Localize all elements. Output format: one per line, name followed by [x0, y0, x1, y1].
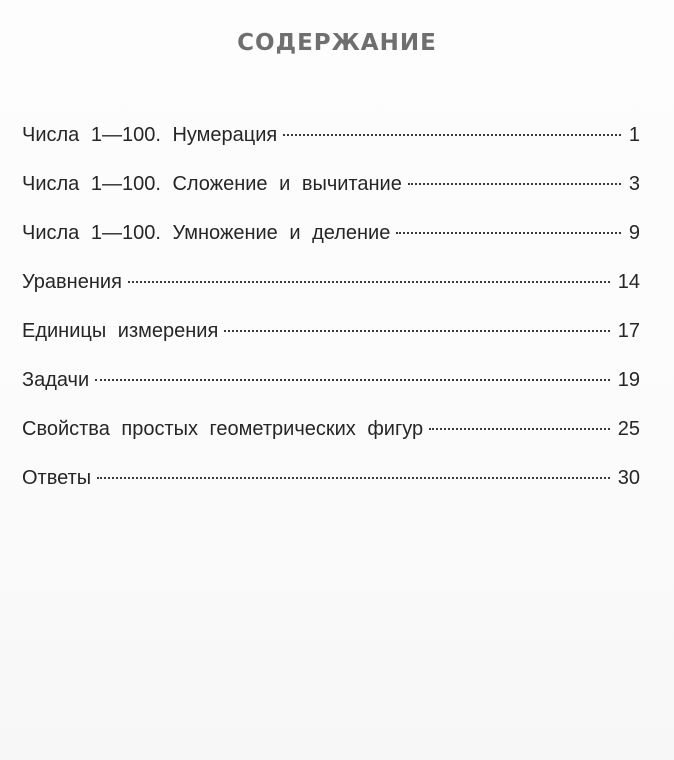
page-title: СОДЕРЖАНИЕ — [237, 30, 437, 56]
dot-leader — [95, 379, 610, 381]
toc-entry — [22, 461, 640, 510]
toc-entry-label: Числа 1—100. Умножение и деление — [22, 222, 391, 244]
toc-entry — [22, 412, 640, 461]
toc-entry-label: Уравнения — [22, 271, 122, 293]
toc-entry-page: 3 — [628, 173, 640, 195]
table-of-contents — [22, 118, 640, 510]
toc-entry-page: 17 — [617, 320, 640, 342]
dot-leader — [429, 428, 610, 430]
dot-leader — [396, 232, 621, 234]
toc-entry-label: Задачи — [22, 369, 90, 391]
dot-leader — [283, 134, 621, 136]
toc-entry-page: 1 — [628, 124, 640, 146]
toc-entry — [22, 314, 640, 363]
toc-entry-label: Свойства простых геометрических фигур — [22, 418, 424, 440]
toc-entry-page: 19 — [617, 369, 640, 391]
toc-entry-label: Ответы — [22, 467, 92, 489]
toc-entry-page: 14 — [617, 271, 640, 293]
toc-entry-label: Числа 1—100. Нумерация — [22, 124, 278, 146]
dot-leader — [224, 330, 609, 332]
toc-entry — [22, 167, 640, 216]
toc-entry-page: 9 — [628, 222, 640, 244]
toc-entry-page: 30 — [617, 467, 640, 489]
toc-entry — [22, 216, 640, 265]
toc-entry — [22, 265, 640, 314]
toc-entry-page: 25 — [617, 418, 640, 440]
dot-leader — [408, 183, 621, 185]
toc-entry — [22, 118, 640, 167]
toc-entry-label: Числа 1—100. Сложение и вычитание — [22, 173, 402, 195]
toc-entry — [22, 363, 640, 412]
toc-entry-label: Единицы измерения — [22, 320, 219, 342]
dot-leader — [97, 477, 610, 479]
dot-leader — [128, 281, 610, 283]
